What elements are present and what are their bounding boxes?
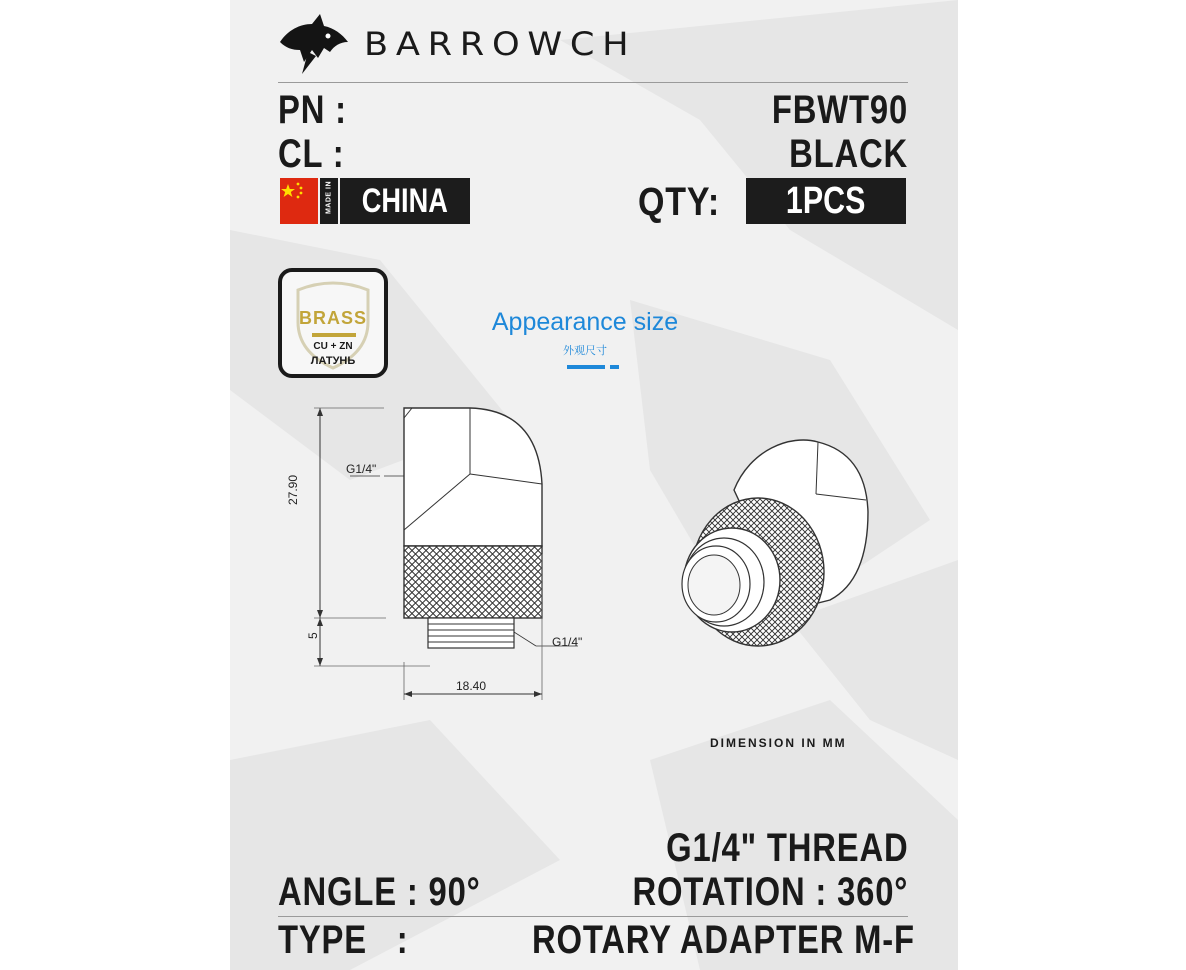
qty-label: QTY:: [638, 180, 721, 224]
footer-divider: [278, 916, 908, 917]
type-label: TYPE :: [278, 918, 409, 962]
qty-box: 1PCS: [746, 178, 906, 224]
composition-label: CU + ZN: [313, 341, 353, 352]
type-value: ROTARY ADAPTER M-F: [532, 918, 915, 962]
height-dimension: 27.90: [286, 474, 300, 505]
header-divider: [278, 82, 908, 83]
pn-label: PN :: [278, 88, 347, 132]
brand-wordmark: BARROWCH: [364, 25, 637, 63]
brass-material-badge: [278, 268, 388, 378]
russian-brass-label: ЛАТУНЬ: [310, 355, 356, 367]
origin-box: CHINA: [340, 178, 470, 224]
shark-logo-icon: [278, 12, 350, 76]
title-accent-bar: [567, 365, 605, 369]
cl-value: BLACK: [789, 132, 908, 176]
pn-value: FBWT90: [771, 88, 908, 132]
brass-label: BRASS: [298, 308, 367, 328]
appearance-size-subtitle: 外观尺寸: [563, 345, 607, 357]
width-dimension: 18.40: [456, 679, 487, 693]
dimension-note: DIMENSION IN MM: [710, 736, 847, 750]
product-spec-sheet: [230, 0, 958, 970]
angle-spec: ANGLE : 90°: [278, 870, 481, 914]
thread-spec: G1/4" THREAD: [665, 826, 908, 870]
china-flag-icon: [280, 178, 318, 224]
made-in-tag: [320, 178, 340, 224]
brass-underline: [312, 333, 356, 337]
thread-bottom-callout: G1/4": [552, 635, 583, 649]
thread-top-callout: G1/4": [346, 462, 377, 476]
product-illustration: [640, 430, 880, 650]
thread-length-dimension: 5: [306, 632, 320, 639]
appearance-size-title: Appearance size: [491, 308, 679, 336]
cl-label: CL :: [278, 132, 345, 176]
rotation-spec: ROTATION : 360°: [632, 870, 908, 914]
made-in-label: MADE IN: [325, 180, 333, 215]
title-accent-dot: [610, 365, 619, 369]
technical-drawing: [300, 400, 630, 710]
